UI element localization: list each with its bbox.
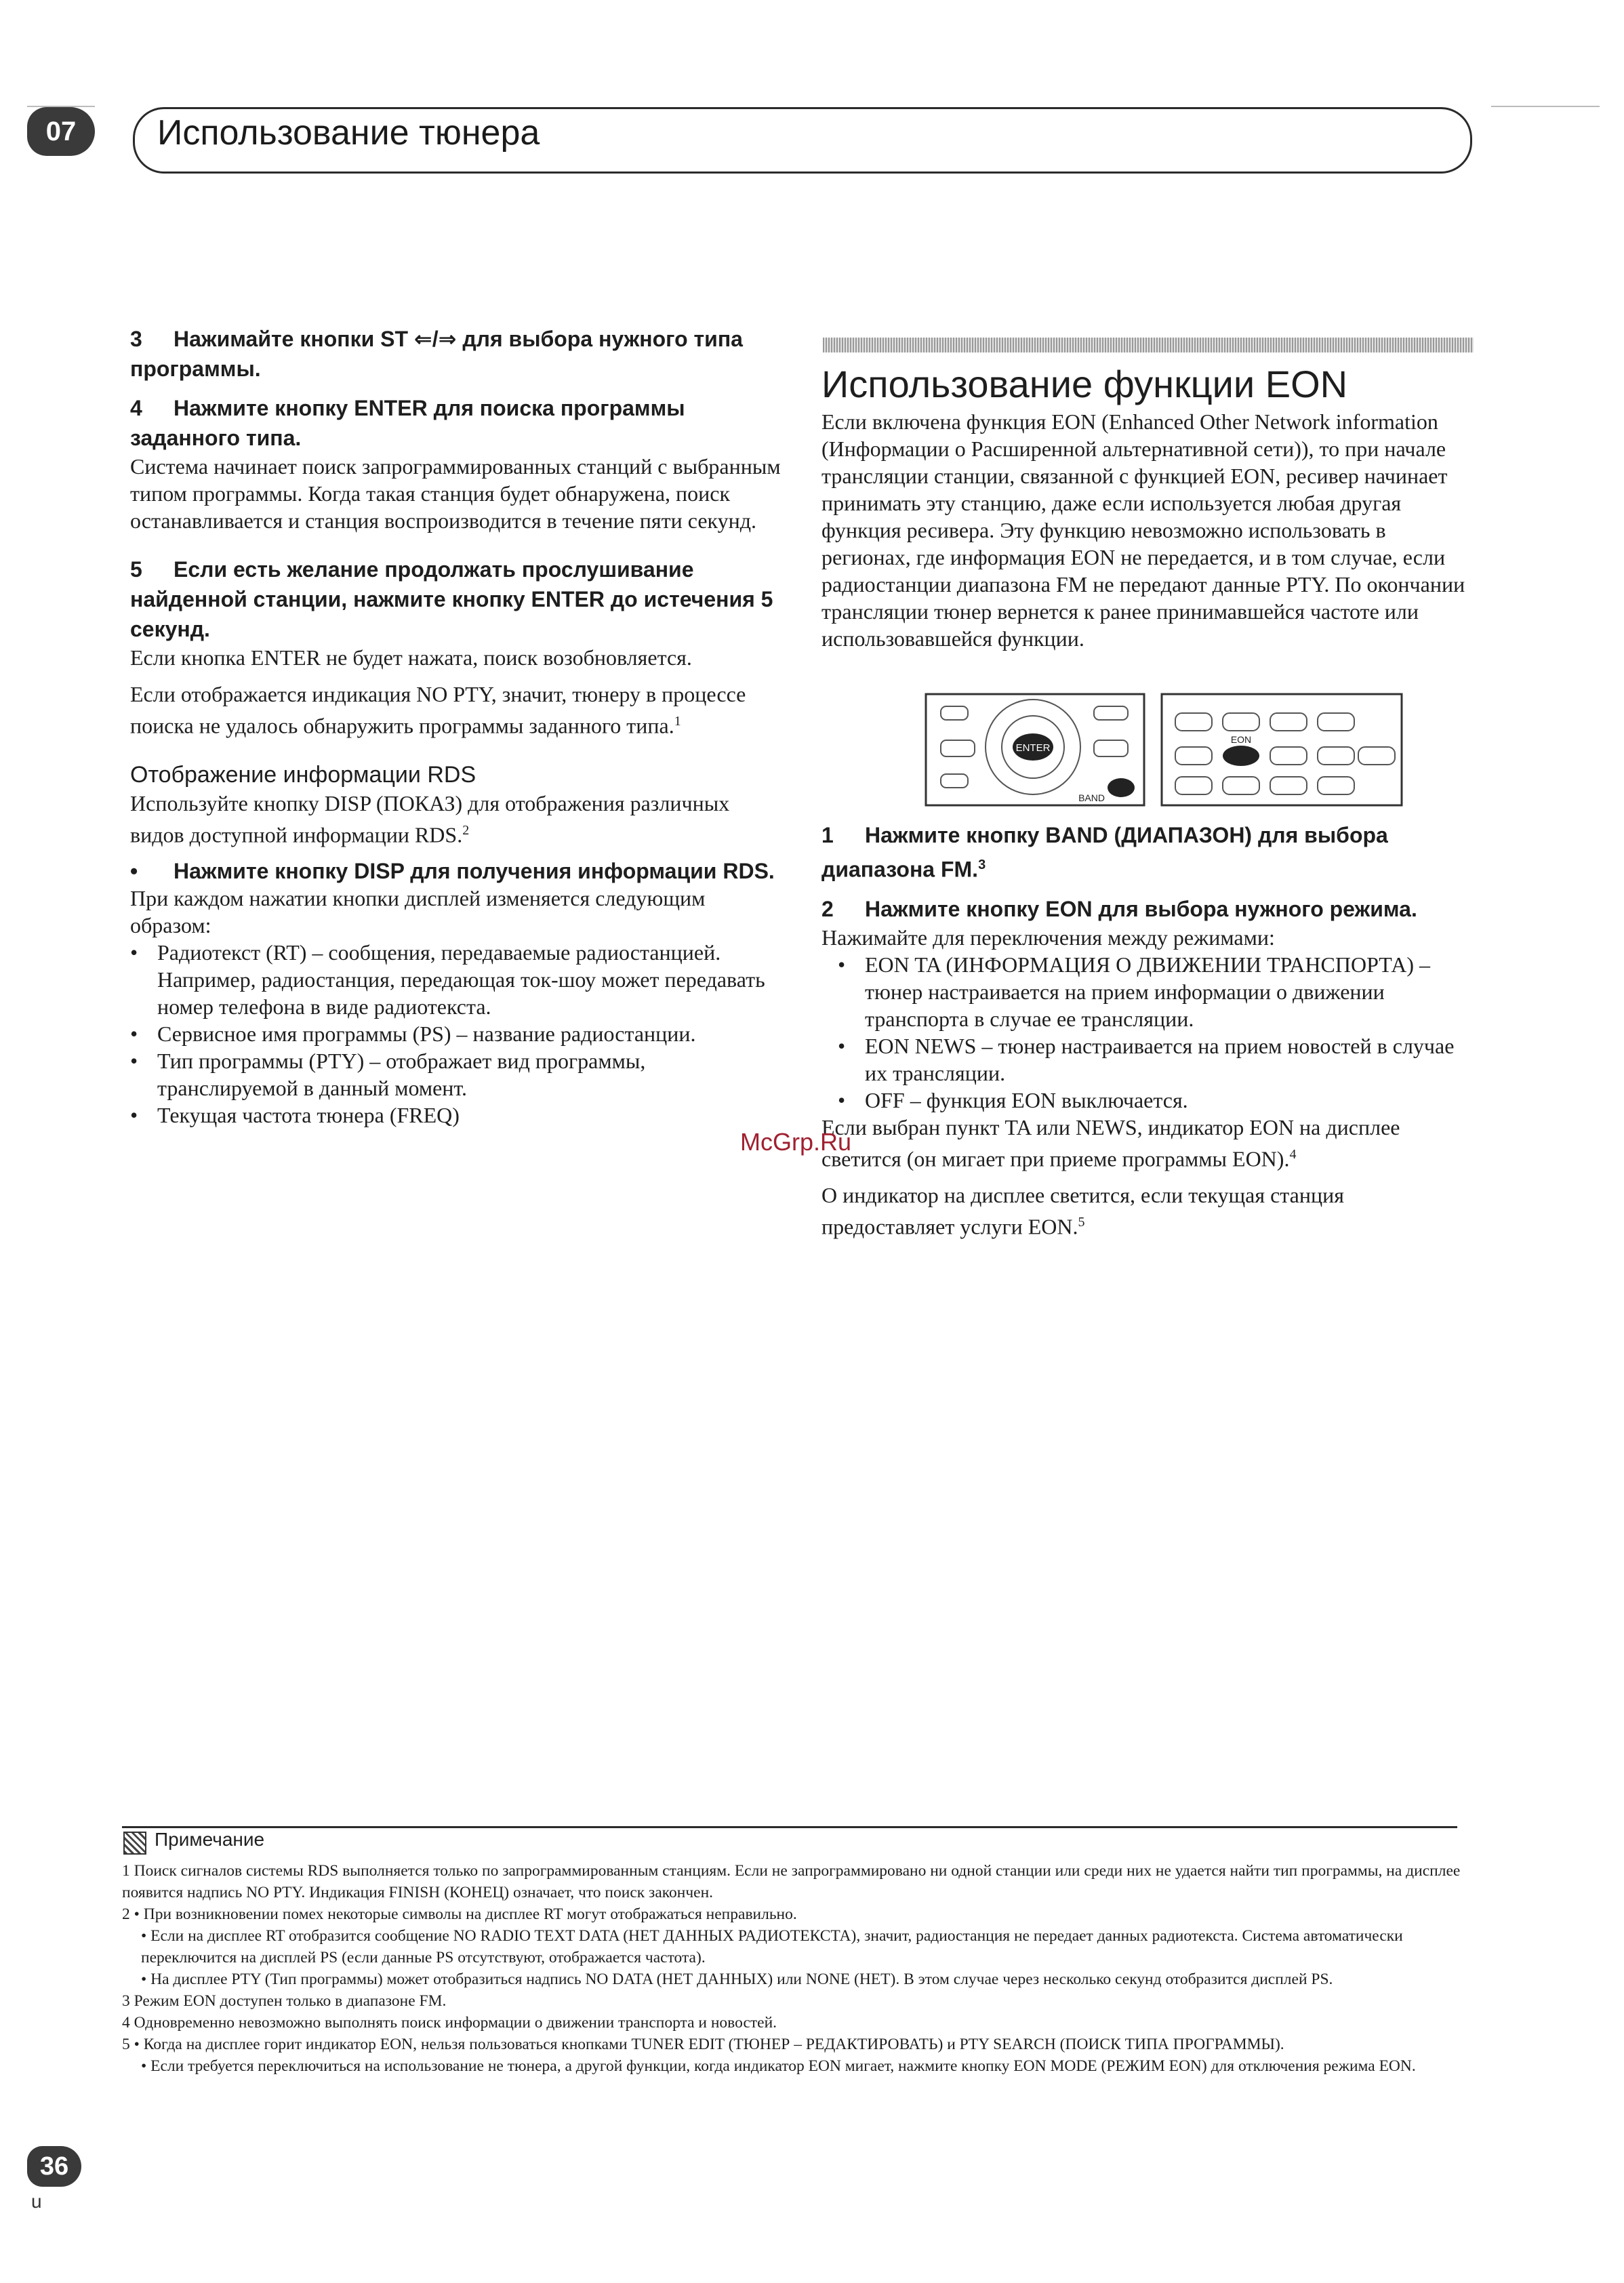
note-item: • Если на дисплее RT отобразится сообщение NO RADIO TEXT DATA (НЕТ ДАННЫХ РАДИОТЕКСТА), значит, радиостанция не передает данных радиотекста. Система автоматически переключится на дисплей PS (если данные PS отсутствуют, отображается частота). xyxy=(141,1927,1403,1966)
remote-control-figure xyxy=(925,693,1403,807)
top-rule-right xyxy=(1491,106,1600,107)
step-4-text: Система начинает поиск запрограммированных станций с выбранным типом программы. Когда такая станция будет обнаружена, поиск останавливается и станция воспроизводится в течение пяти секунд. xyxy=(130,454,781,533)
band-label: BAND xyxy=(1078,792,1105,803)
right-column-steps xyxy=(821,820,1471,1240)
note-item: 1 Поиск сигналов системы RDS выполняется только по запрограммированным станциям. Если не запрограммировано ни одной станции или среди них не удается найти тип программы, на дисплее появится надпись NO PTY. Индикация FINISH (КОНЕЦ) означает, что поиск закончен. xyxy=(122,1862,1461,1901)
band-button xyxy=(1108,778,1135,797)
chapter-badge: 07 xyxy=(27,107,95,156)
step-5-text-2: Если отображается индикация NO PTY, значит, тюнеру в процессе поиска не удалось обнаружить программы заданного типа.$^1$ xyxy=(130,682,746,738)
note-item: • На дисплее PTY (Тип программы) может отобразиться надпись NO DATA (НЕТ ДАННЫХ) или NONE (НЕТ). В этом случае через несколько секунд отобразится дисплей PS. xyxy=(141,1971,1333,1988)
rds-bullet-heading: • Нажмите кнопку DISP для получения информации RDS. xyxy=(130,859,775,884)
notes-rule xyxy=(122,1826,1457,1828)
rds-intro: Используйте кнопку DISP (ПОКАЗ) для отображения различных видов доступной информации RDS.$^2$ xyxy=(130,790,730,847)
left-column xyxy=(130,324,781,1129)
step-5-heading: 5 Если есть желание продолжать прослушивание найденной станции, нажмите кнопку ENTER до истечения 5 секунд. xyxy=(130,557,773,641)
rds-heading: Отображение информации RDS xyxy=(130,761,476,788)
eon-heading: Использование функции EON xyxy=(821,363,1348,405)
eon-intro: Если включена функция EON (Enhanced Other Network information (Информации о Расширенной альтернативной сети)), то при начале трансляции станции, связанной с функцией EON, ресивер начинает принимать эту станцию, даже если используется любая другая функция ресивера. Эту функцию невозможно использовать в регионах, где информация EON не передается, и в том случае, если радиостанции диапазона FM не передают данные PTY. По окончании трансляции тюнер вернется к ранее принимавшейся частоте или использовавшейся функции. xyxy=(821,409,1465,651)
eon-indicator-text-1: Если выбран пункт TA или NEWS, индикатор EON на дисплее светится (он мигает при приеме программы EON).$^4$ xyxy=(821,1114,1400,1171)
rds-text: При каждом нажатии кнопки дисплей изменяется следующим образом: xyxy=(130,886,706,938)
eon-button xyxy=(1223,746,1259,766)
step-2-text: Нажимайте для переключения между режимами: xyxy=(821,925,1275,950)
list-item: • Сервисное имя программы (PS) – название радиостанции. xyxy=(130,1022,696,1047)
page-title: Использование тюнера xyxy=(157,113,540,153)
list-item: • OFF – функция EON выключается. xyxy=(838,1087,1188,1112)
list-item: • Тип программы (PTY) – отображает вид программы, транслируемой в данный момент. xyxy=(130,1049,646,1101)
step-5-text-1: Если кнопка ENTER не будет нажата, поиск возобновляется. xyxy=(130,645,692,670)
step-1-heading: 1 Нажмите кнопку BAND (ДИАПАЗОН) для выбора диапазона FM.$^3$ xyxy=(821,823,1388,882)
note-item: 3 Режим EON доступен только в диапазоне FM. xyxy=(122,1992,447,2010)
notes-heading: Примечание xyxy=(155,1829,265,1850)
list-item: • EON NEWS – тюнер настраивается на прием новостей в случае их трансляции. xyxy=(838,1033,1455,1085)
note-item: 5 • Когда на дисплее горит индикатор EON, нельзя пользоваться кнопками TUNER EDIT (ТЮНЕР – РЕДАКТИРОВАТЬ) и PTY SEARCH (ПОИСК ТИПА ПРОГРАММЫ). xyxy=(122,2036,1284,2053)
right-column xyxy=(821,324,1471,652)
note-item: 4 Одновременно невозможно выполнять поиск информации о движении транспорта и новостей. xyxy=(122,2014,777,2032)
remote-right-panel xyxy=(1162,694,1402,805)
enter-label: ENTER xyxy=(1015,742,1051,754)
note-icon xyxy=(123,1832,146,1855)
step-4-heading: 4 Нажмите кнопку ENTER для поиска программы заданного типа. xyxy=(130,396,685,450)
watermark: McGrp.Ru xyxy=(740,1128,852,1156)
note-item: 2 • При возникновении помех некоторые символы на дисплее RT могут отображаться неправильно. xyxy=(122,1905,797,1923)
list-item: • EON TA (ИНФОРМАЦИЯ О ДВИЖЕНИИ ТРАНСПОРТА) – тюнер настраивается на прием информации о движении транспорта в случае ее трансляции. xyxy=(838,952,1430,1031)
list-item: • Текущая частота тюнера (FREQ) xyxy=(130,1103,460,1128)
list-item: • Радиотекст (RT) – сообщения, передаваемые радиостанцией. Например, радиостанция, передающая ток-шоу может передавать номер телефона в виде радиотекста. xyxy=(130,940,765,1019)
eon-indicator-text-2: O индикатор на дисплее светится, если текущая станция предоставляет услуги EON.$^5$ xyxy=(821,1183,1344,1239)
step-3-heading: 3 Нажимайте кнопки ST ⇐/⇒ для выбора нужного типа программы. xyxy=(130,327,743,381)
note-item: • Если требуется переключиться на использование не тюнера, а другой функции, когда индикатор EON мигает, нажмите кнопку EON MODE (РЕЖИМ EON) для отключения режима EON. xyxy=(141,2057,1416,2075)
eon-label: EON xyxy=(1230,734,1252,745)
notes-body xyxy=(122,1860,1464,2077)
page-suffix: u xyxy=(31,2191,42,2212)
page-number: 36 xyxy=(27,2146,81,2187)
step-2-heading: 2 Нажмите кнопку EON для выбора нужного режима. xyxy=(821,896,1417,921)
